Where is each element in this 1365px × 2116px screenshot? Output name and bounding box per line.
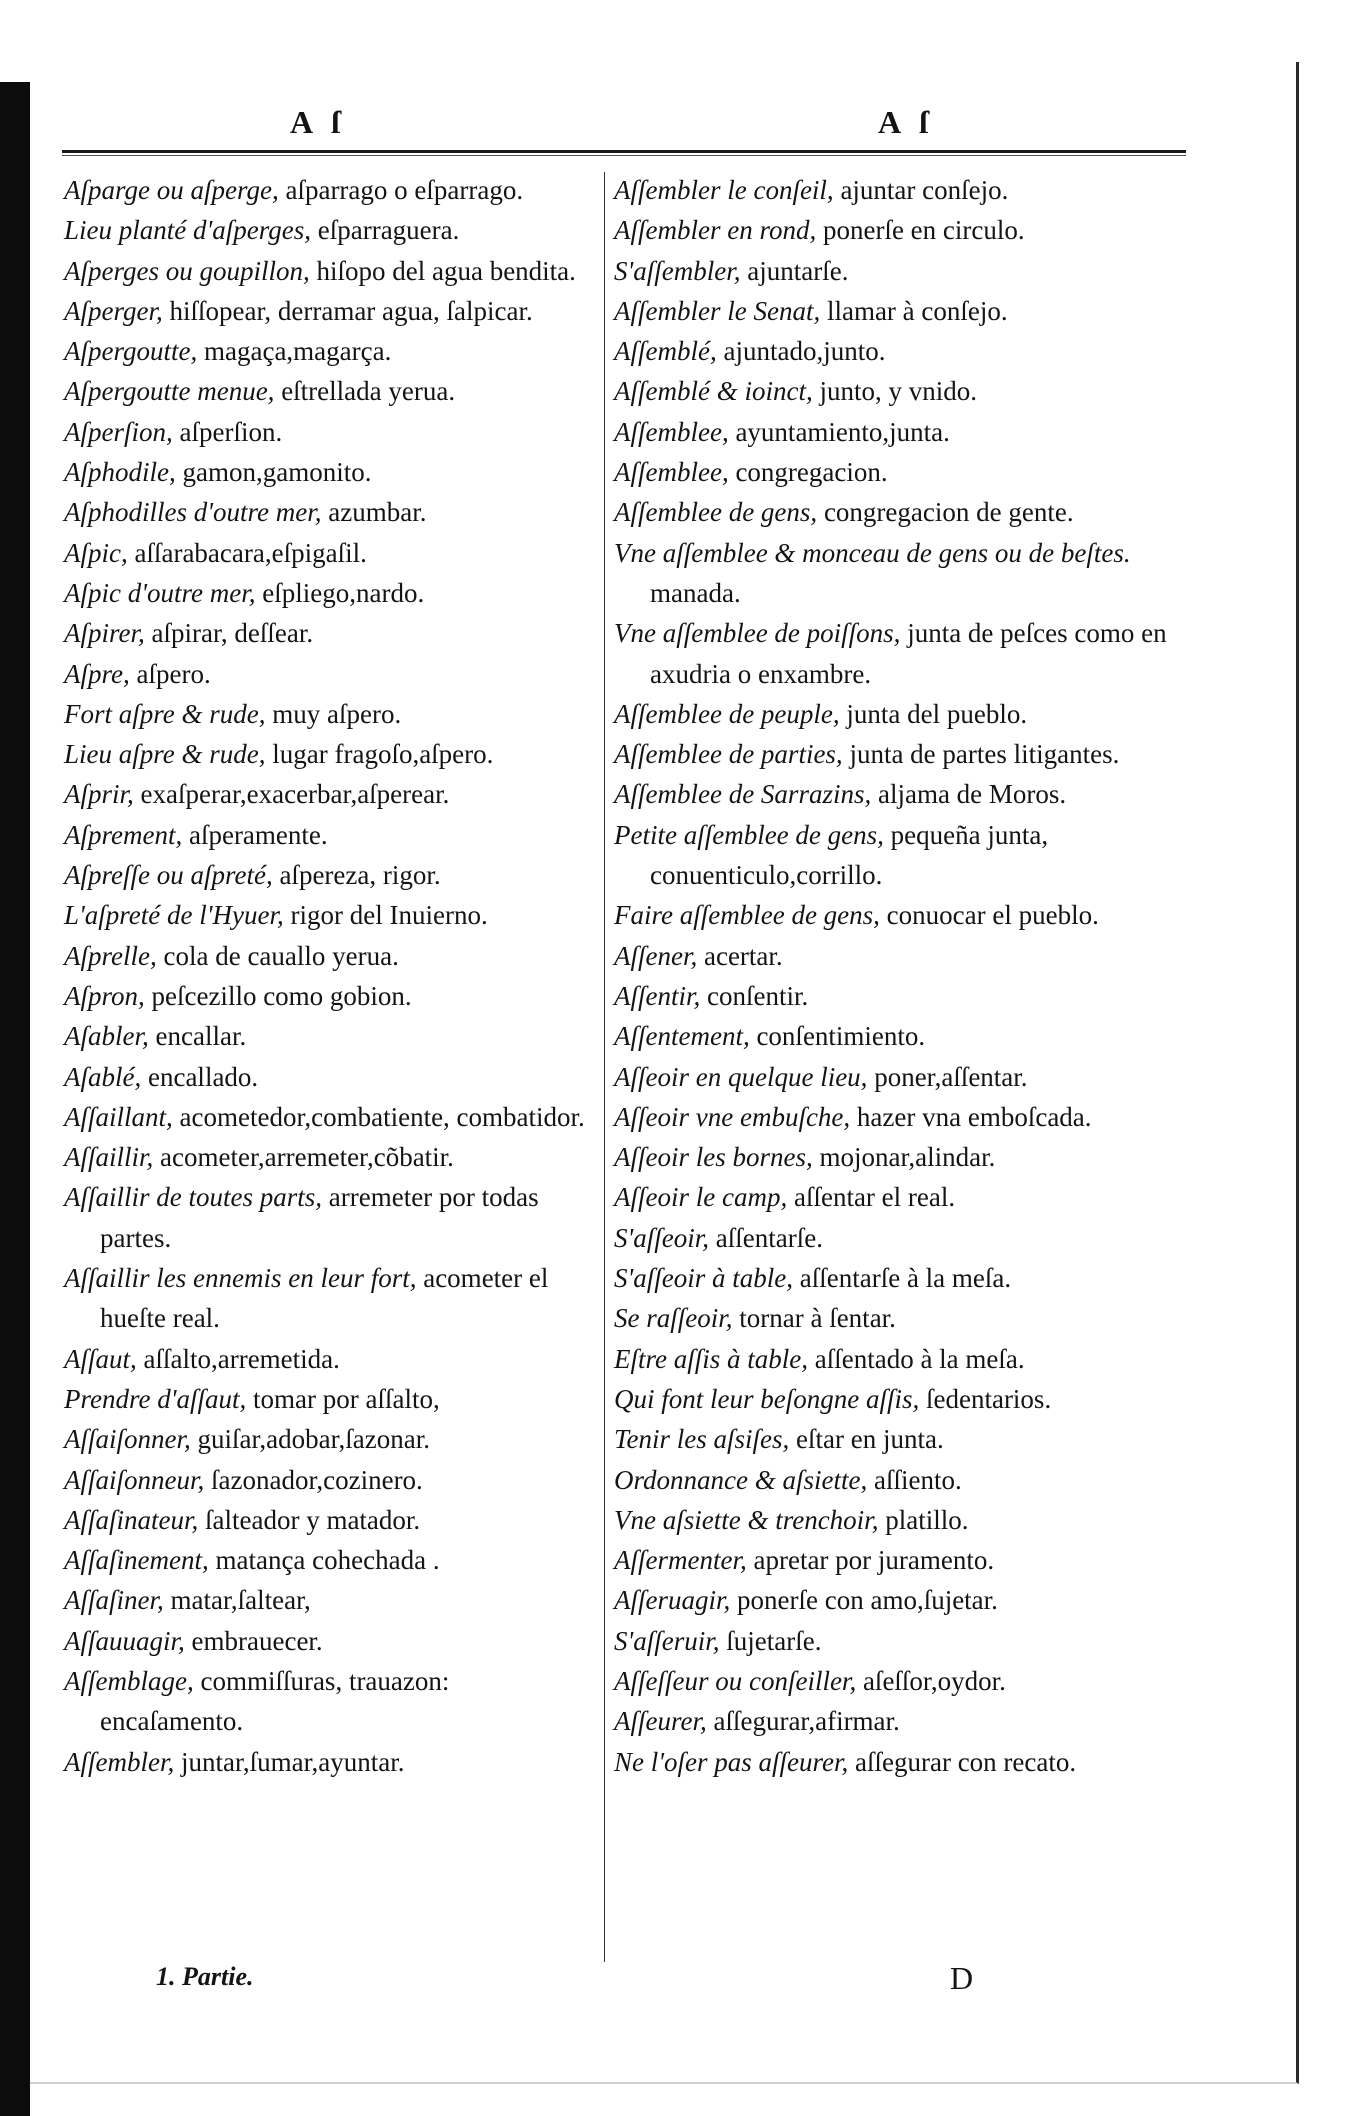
dictionary-entry (64, 1460, 594, 1500)
entry-headword: Aſſaillir de toutes parts, (64, 1182, 323, 1213)
entry-headword: Aſſeſſeur ou conſeiller, (614, 1665, 857, 1696)
entry-headword: Aſſembler le Senat, (614, 295, 821, 326)
dictionary-entry (64, 371, 594, 411)
entry-definition: eſtar en junta. (789, 1424, 944, 1455)
entry-definition: poner,aſſentar. (867, 1061, 1028, 1092)
entry-definition: junto, y vnido. (812, 376, 977, 407)
entry-headword: Aſpic, (64, 537, 128, 568)
entry-definition: conuocar el pueblo. (879, 900, 1099, 931)
entry-definition: mojonar,alindar. (812, 1142, 996, 1173)
entry-headword: Aſſentir, (614, 980, 701, 1011)
dictionary-entry (614, 291, 1174, 331)
entry-definition: aſpirar, deſſear. (144, 618, 314, 649)
running-head-left: A ſ (290, 104, 347, 140)
dictionary-entry (64, 1621, 594, 1661)
dictionary-entry (64, 291, 594, 331)
entry-definition: platillo. (878, 1504, 969, 1535)
dictionary-entry (614, 694, 1174, 734)
entry-headword: Tenir les aſsiſes, (614, 1424, 790, 1455)
entry-headword: Eſtre aſſis à table, (614, 1343, 808, 1374)
entry-definition: peſcezillo como gobion. (144, 980, 412, 1011)
entry-headword: S'aſſeoir à table, (614, 1263, 794, 1294)
entry-headword: Aſſermenter, (614, 1545, 747, 1576)
dictionary-entry (614, 1742, 1174, 1782)
entry-headword: Aſſaut, (64, 1343, 137, 1374)
entry-definition: ſujetarſe. (719, 1625, 822, 1656)
entry-headword: Aſſembler, (64, 1746, 175, 1777)
entry-definition: aſſiento. (867, 1464, 962, 1495)
dictionary-entry (64, 936, 594, 976)
entry-definition: acometer,arremeter,cõbatir. (153, 1142, 454, 1173)
entry-definition: aſpereza, rigor. (272, 860, 441, 891)
dictionary-entry (614, 251, 1174, 291)
dictionary-entry (64, 1339, 594, 1379)
dictionary-entry (64, 1258, 594, 1339)
entry-headword: Qui font leur beſongne aſſis, (614, 1383, 920, 1414)
entry-definition: aſparrago o eſparrago. (278, 175, 524, 205)
entry-definition: aljama de Moros. (871, 779, 1067, 810)
entry-definition: manada. (650, 577, 741, 608)
entry-definition: matar,ſaltear, (163, 1585, 311, 1616)
entry-definition: junta de partes litigantes. (842, 739, 1120, 770)
entry-definition: aſſentar el real. (787, 1182, 956, 1213)
entry-headword: Aſſemblage, (64, 1665, 194, 1696)
entry-headword: Aſpergoutte menue, (64, 376, 275, 407)
entry-headword: Aſſeruagir, (614, 1585, 731, 1616)
entry-definition: ſalteador y matador. (198, 1504, 421, 1535)
dictionary-entry (614, 1097, 1174, 1137)
entry-headword: Aſprement, (64, 819, 183, 850)
dictionary-entry (614, 1540, 1174, 1580)
entry-headword: Aſabler, (64, 1021, 149, 1052)
entry-headword: Fort aſpre & rude, (64, 698, 266, 729)
dictionary-entry (614, 1419, 1174, 1459)
entry-headword: Aſſaiſonneur, (64, 1464, 205, 1495)
dictionary-entry (64, 1580, 594, 1620)
entry-headword: Aſſemblee de parties, (614, 739, 843, 770)
entry-headword: Ordonnance & aſsiette, (614, 1464, 868, 1495)
dictionary-entry (64, 1057, 594, 1097)
entry-definition: aſſentarſe. (709, 1222, 823, 1253)
dictionary-entry (64, 1661, 594, 1742)
entry-headword: Aſſauuagir, (64, 1625, 185, 1656)
entry-headword: Aſſener, (614, 940, 698, 971)
dictionary-entry (64, 734, 594, 774)
entry-headword: Aſſemblee, (614, 416, 729, 447)
entry-headword: S'aſſeoir, (614, 1222, 710, 1253)
entry-definition: aſſarabacara,eſpigaſil. (127, 537, 367, 568)
entry-definition: gamon,gamonito. (175, 457, 372, 488)
entry-headword: Aſſembler le conſeil, (614, 175, 834, 205)
entry-definition: ajuntarſe. (740, 255, 849, 286)
dictionary-entry (614, 1137, 1174, 1177)
entry-definition: aſperſion. (172, 416, 283, 447)
dictionary-entry (614, 895, 1174, 935)
entry-headword: L'aſpreté de l'Hyuer, (64, 900, 284, 931)
dictionary-entry (64, 815, 594, 855)
entry-headword: Aſſeoir les bornes, (614, 1142, 813, 1173)
entry-definition: ajuntado,junto. (716, 336, 886, 367)
entry-definition: aſſegurar con recato. (848, 1746, 1077, 1777)
right-column (614, 170, 1174, 1782)
dictionary-entry (64, 412, 594, 452)
column-divider (604, 172, 605, 1962)
dictionary-entry (614, 412, 1174, 452)
entry-definition: guiſar,adobar,ſazonar. (190, 1424, 430, 1455)
dictionary-entry (64, 1137, 594, 1177)
dictionary-entry (614, 1258, 1174, 1298)
entry-headword: Aſſeurer, (614, 1706, 707, 1737)
entry-headword: Vne aſsiette & trenchoir, (614, 1504, 879, 1535)
dictionary-entry (64, 654, 594, 694)
entry-definition: congregacion. (728, 457, 888, 488)
entry-definition: ponerſe con amo,ſujetar. (730, 1585, 998, 1616)
dictionary-entry (614, 1460, 1174, 1500)
entry-headword: Aſphodilles d'outre mer, (64, 497, 322, 528)
entry-definition: lugar fragoſo,aſpero. (265, 739, 494, 770)
entry-definition: eſpliego,nardo. (255, 577, 425, 608)
entry-definition: junta del pueblo. (839, 698, 1028, 729)
dictionary-entry (64, 170, 594, 210)
header-rule-thin (62, 155, 1186, 156)
dictionary-entry (64, 774, 594, 814)
entry-headword: Ne l'oſer pas aſſeurer, (614, 1746, 849, 1777)
entry-headword: Aſſeoir en quelque lieu, (614, 1061, 868, 1092)
dictionary-entry (614, 1379, 1174, 1419)
dictionary-entry (614, 1621, 1174, 1661)
entry-headword: Aſſeoir le camp, (614, 1182, 788, 1213)
dictionary-entry (614, 1339, 1174, 1379)
dictionary-entry (614, 976, 1174, 1016)
entry-headword: Aſpre, (64, 658, 130, 689)
dictionary-entry (64, 573, 594, 613)
entry-definition: embrauecer. (184, 1625, 323, 1656)
entry-definition: llamar à conſejo. (820, 295, 1008, 326)
entry-definition: rigor del Inuierno. (283, 900, 488, 931)
entry-headword: Aſſembler en rond, (614, 215, 817, 246)
dictionary-entry (614, 1661, 1174, 1701)
running-head-right: A ſ (878, 104, 935, 140)
entry-headword: Aſſaiſonner, (64, 1424, 191, 1455)
entry-headword: Aſſaſinateur, (64, 1504, 199, 1535)
entry-headword: Lieu planté d'aſperges, (64, 215, 311, 246)
dictionary-entry (64, 1016, 594, 1056)
entry-definition: pequeña junta, conuenticulo,corrillo. (650, 819, 1049, 891)
entry-definition: muy aſpero. (265, 698, 402, 729)
entry-headword: Aſpirer, (64, 618, 145, 649)
entry-headword: Aſperges ou goupillon, (64, 255, 310, 286)
entry-headword: Petite aſſemblee de gens, (614, 819, 884, 850)
entry-headword: Aſſaſinement, (64, 1545, 209, 1576)
entry-headword: Aſſaillir les ennemis en leur fort, (64, 1263, 417, 1294)
dictionary-entry (614, 170, 1174, 210)
dictionary-entry (64, 210, 594, 250)
dictionary-entry (614, 734, 1174, 774)
entry-headword: Aſſaillir, (64, 1142, 154, 1173)
dictionary-entry (614, 815, 1174, 896)
entry-headword: Aſablé, (64, 1061, 142, 1092)
entry-definition: junta de peſces como en axudria o enxambre. (650, 618, 1167, 689)
dictionary-entry (64, 251, 594, 291)
entry-headword: Aſſaſiner, (64, 1585, 164, 1616)
entry-headword: Aſſaillant, (64, 1101, 173, 1132)
entry-headword: Aſſeoir vne embuſche, (614, 1101, 851, 1132)
entry-definition: juntar,ſumar,ayuntar. (174, 1746, 405, 1777)
entry-headword: Aſphodile, (64, 457, 176, 488)
entry-definition: encallado. (141, 1061, 259, 1092)
dictionary-entry (614, 1016, 1174, 1056)
dictionary-entry (64, 1097, 594, 1137)
entry-headword: Vne aſſemblee de poiſſons, (614, 618, 901, 649)
dictionary-entry (64, 533, 594, 573)
signature-mark: D (950, 1960, 974, 1996)
left-column (64, 170, 594, 1782)
dictionary-entry (614, 1500, 1174, 1540)
entry-definition: hiſopo del agua bendita. (309, 255, 576, 286)
dictionary-entry (614, 1177, 1174, 1217)
entry-definition: apretar por juramento. (746, 1545, 995, 1576)
dictionary-entry (64, 331, 594, 371)
entry-definition: conſentimiento. (749, 1021, 926, 1052)
entry-headword: Aſpreſſe ou aſpreté, (64, 860, 273, 891)
entry-definition: aſperamente. (182, 819, 328, 850)
entry-headword: Aſpic d'outre mer, (64, 577, 256, 608)
dictionary-entry (64, 694, 594, 734)
entry-headword: Aſperſion, (64, 416, 173, 447)
entry-headword: S'aſſembler, (614, 255, 741, 286)
entry-definition: commiſſuras, trauazon: encaſamento. (100, 1665, 450, 1737)
entry-definition: hazer vna emboſcada. (850, 1101, 1092, 1132)
dictionary-entry (614, 1218, 1174, 1258)
dictionary-entry (614, 452, 1174, 492)
entry-definition: aſſegurar,afirmar. (706, 1706, 900, 1737)
entry-headword: Se raſſeoir, (614, 1303, 733, 1334)
dictionary-entry (614, 774, 1174, 814)
entry-headword: Aſparge ou aſperge, (64, 175, 279, 205)
entry-definition: encallar. (148, 1021, 247, 1052)
entry-definition: acometer el hueſte real. (100, 1263, 549, 1334)
entry-headword: Aſpergoutte, (64, 336, 198, 367)
dictionary-entry (64, 492, 594, 532)
entry-definition: aſſentado à la meſa. (807, 1343, 1025, 1374)
entry-definition: aſeſſor,oydor. (856, 1665, 1006, 1696)
entry-headword: Aſſemblee de gens, (614, 497, 818, 528)
entry-headword: Aſſemblee de peuple, (614, 698, 840, 729)
entry-definition: conſentir. (700, 980, 809, 1011)
dictionary-entry (64, 1379, 594, 1419)
dictionary-entry (614, 936, 1174, 976)
dictionary-entry (64, 1419, 594, 1459)
entry-headword: Lieu aſpre & rude, (64, 739, 266, 770)
entry-headword: Aſpron, (64, 980, 145, 1011)
dictionary-entry (64, 1540, 594, 1580)
entry-definition: azumbar. (321, 497, 427, 528)
entry-definition: ajuntar conſejo. (833, 175, 1009, 205)
dictionary-entry (64, 613, 594, 653)
dictionary-entry (64, 1742, 594, 1782)
entry-headword: Aſſemblé, (614, 336, 717, 367)
dictionary-entry (64, 1177, 594, 1258)
scan-edge (0, 82, 30, 2116)
dictionary-entry (64, 452, 594, 492)
part-footer: 1. Partie. (156, 1962, 254, 1991)
entry-headword: Aſprir, (64, 779, 134, 810)
dictionary-entry (614, 1701, 1174, 1741)
entry-headword: Aſperger, (64, 295, 163, 326)
entry-definition: ſedentarios. (919, 1383, 1052, 1414)
dictionary-entry (614, 210, 1174, 250)
entry-definition: aſpero. (129, 658, 211, 689)
dictionary-entry (64, 976, 594, 1016)
dictionary-entry (614, 1057, 1174, 1097)
entry-definition: aſſentarſe à la meſa. (793, 1263, 1012, 1294)
entry-headword: Aſprelle, (64, 940, 157, 971)
entry-definition: cola de cauallo yerua. (156, 940, 399, 971)
entry-headword: S'aſſeruir, (614, 1625, 720, 1656)
dictionary-entry (614, 371, 1174, 411)
entry-definition: ponerſe en circulo. (816, 215, 1025, 246)
dictionary-entry (64, 855, 594, 895)
entry-definition: eſtrellada yerua. (274, 376, 456, 407)
entry-definition: ayuntamiento,junta. (728, 416, 950, 447)
header-rule (62, 150, 1186, 153)
dictionary-entry (614, 331, 1174, 371)
entry-headword: Aſſemblee, (614, 457, 729, 488)
entry-headword: Prendre d'aſſaut, (64, 1383, 247, 1414)
entry-definition: exaſperar,exacerbar,aſperear. (133, 779, 450, 810)
entry-definition: magaça,magarça. (197, 336, 392, 367)
entry-definition: congregacion de gente. (817, 497, 1074, 528)
entry-headword: Aſſentement, (614, 1021, 750, 1052)
dictionary-entry (64, 895, 594, 935)
entry-headword: Aſſemblé & ioinct, (614, 376, 813, 407)
entry-definition: matança cohechada . (208, 1545, 440, 1576)
dictionary-entry (614, 533, 1174, 614)
entry-headword: Vne aſſemblee & monceau de gens ou de beſtes. (614, 537, 1131, 568)
entry-definition: arremeter por todas partes. (100, 1182, 539, 1253)
entry-definition: tornar à ſentar. (732, 1303, 896, 1334)
dictionary-entry (614, 492, 1174, 532)
dictionary-entry (64, 1500, 594, 1540)
entry-headword: Faire aſſemblee de gens, (614, 900, 880, 931)
entry-headword: Aſſemblee de Sarrazins, (614, 779, 872, 810)
dictionary-entry (614, 613, 1174, 694)
entry-definition: eſparraguera. (311, 215, 460, 246)
dictionary-entry (614, 1580, 1174, 1620)
entry-definition: acertar. (697, 940, 783, 971)
entry-definition: aſſalto,arremetida. (136, 1343, 340, 1374)
entry-definition: acometedor,combatiente, combatidor. (172, 1101, 585, 1132)
entry-definition: hiſſopear, derramar agua, ſalpicar. (162, 295, 533, 326)
dictionary-entry (614, 1298, 1174, 1338)
entry-definition: ſazonador,cozinero. (204, 1464, 423, 1495)
entry-definition: tomar por aſſalto, (246, 1383, 440, 1414)
